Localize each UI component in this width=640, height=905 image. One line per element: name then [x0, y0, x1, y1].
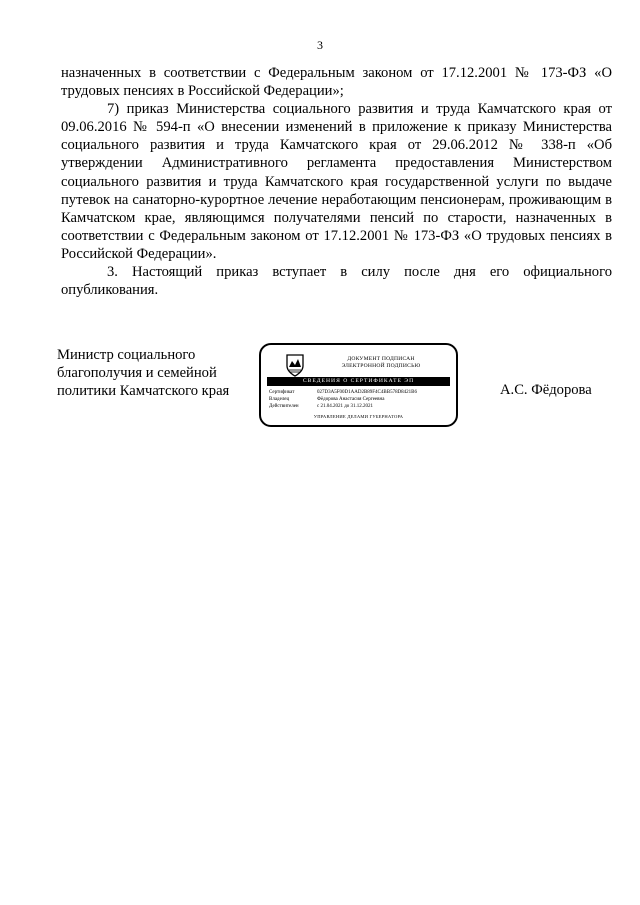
stamp-certificate-bar: СВЕДЕНИЯ О СЕРТИФИКАТЕ ЭП [267, 377, 450, 386]
stamp-heading-line1: ДОКУМЕНТ ПОДПИСАН [347, 356, 415, 362]
stamp-owner-value: Фёдорова Анастасия Сергеевна [317, 397, 385, 402]
stamp-heading [321, 356, 441, 370]
signatory-title: Министр социального благополучия и семейной политики Камчатского края [57, 347, 230, 399]
stamp-row-owner [269, 397, 384, 403]
electronic-signature-stamp [259, 343, 458, 427]
page-number: 3 [317, 38, 323, 52]
stamp-owner-label: Владелец [269, 397, 290, 402]
stamp-row-validity [269, 404, 373, 410]
signatory-name: А.С. Фёдорова [500, 382, 592, 398]
document-body [61, 64, 612, 299]
coat-of-arms-icon [285, 353, 305, 377]
stamp-certificate-value: 027D3A5F00D1AAD2B89F4C4BB578D8421B6 [317, 390, 418, 395]
stamp-valid-label: Действителен [269, 404, 299, 409]
paragraph-item-3: 3. Настоящий приказ вступает в силу после дня его официального опубликования. [61, 264, 612, 299]
paragraph-item-7: 7) приказ Министерства социального развития и труда Камчатского края от 09.06.2016 № 594-п «О внесении изменений в приложение к приказу Министерства социального развития и труда Камчатского края от 29.06.2012 № 338-п «Об утверждении Административного регламента предоставления Министерством социального развития и труда Камчатского края государственной услуги по выдаче путевок на санаторно-курортное лечение неработающим пенсионерам, проживающим в Камчатском крае, являющимся получателями пенсий по старости, назначенных в соответствии с Федеральным законом от 17.12.2001 № 173-ФЗ «О трудовых пенсиях в Российской Федерации». [61, 101, 612, 262]
stamp-valid-value: с 21.04.2021 до 31.12.2021 [317, 404, 374, 409]
stamp-heading-line2: ЭЛЕКТРОННОЙ ПОДПИСЬЮ [341, 363, 421, 369]
stamp-row-certificate [269, 390, 417, 396]
stamp-footer: УПРАВЛЕНИЕ ДЕЛАМИ ГУБЕРНАТОРА [313, 414, 404, 419]
stamp-certificate-label: Сертификат [269, 390, 295, 395]
paragraph-continuation: назначенных в соответствии с Федеральным законом от 17.12.2001 № 173-ФЗ «О трудовых пенсиях в Российской Федерации»; [61, 65, 612, 100]
